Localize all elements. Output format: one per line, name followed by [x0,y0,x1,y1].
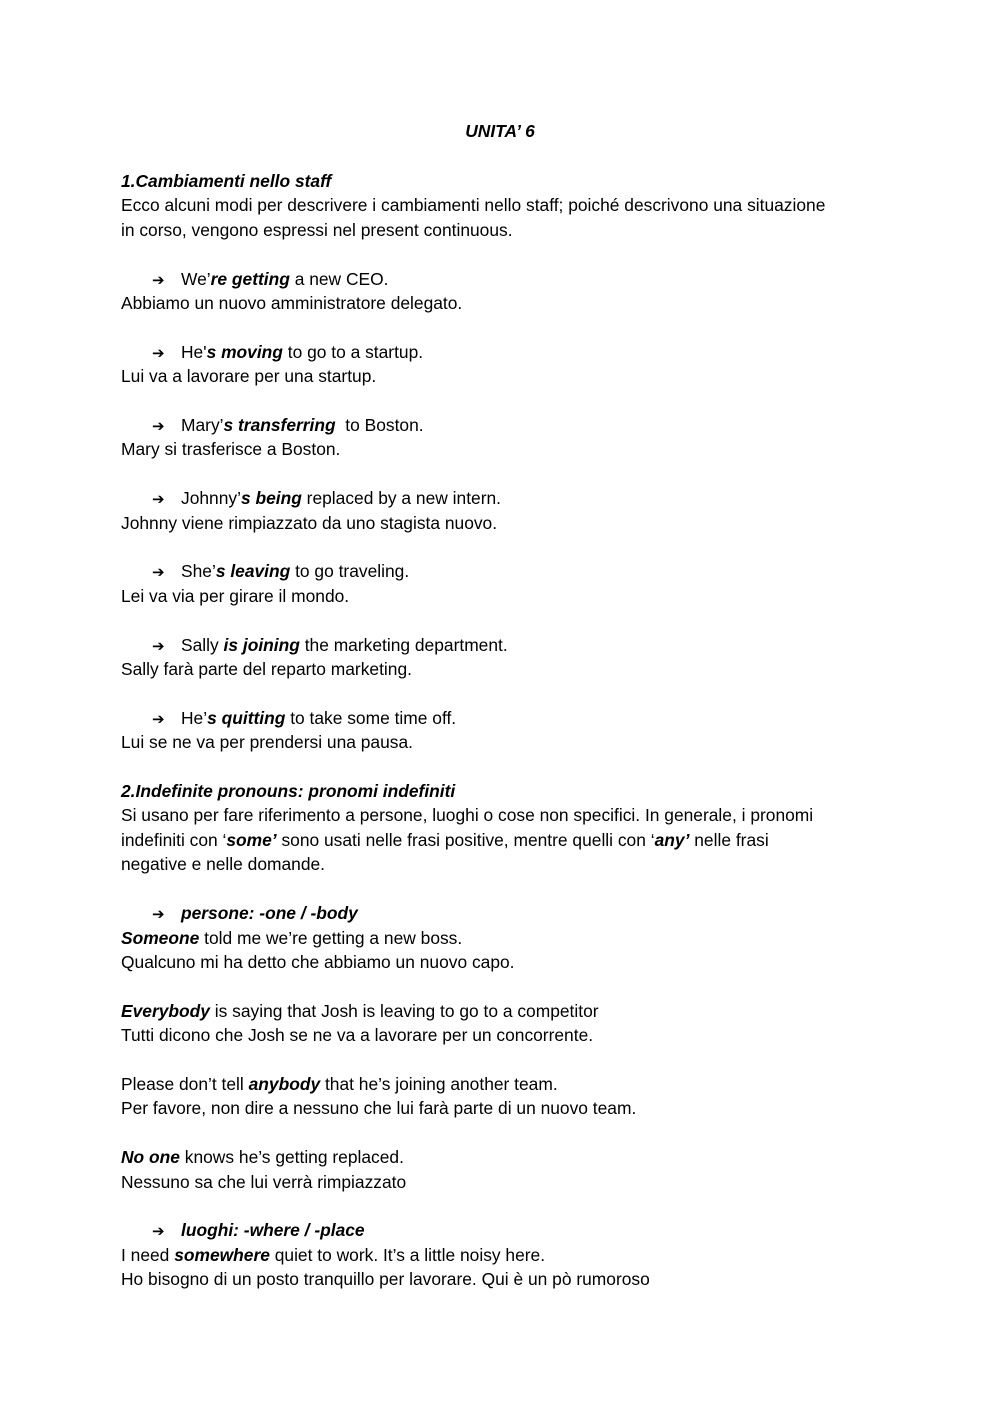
example-translation: Abbiamo un nuovo amministratore delegato. [121,293,463,313]
example-translation: Lei va via per girare il mondo. [121,586,350,606]
example-translation: Ho bisogno di un posto tranquillo per lavorare. Qui è un pò rumoroso [121,1269,650,1289]
section-2-para-line-3: negative e nelle domande. [121,854,326,874]
section-1-intro-line-1: Ecco alcuni modi per descrivere i cambiamenti nello staff; poiché descrivono una situazione [121,195,826,215]
example-sentence: ➔ She’s leaving to go traveling. [152,559,409,584]
arrow-bullet-icon: ➔ [152,710,165,728]
page-title: UNITA’ 6 [465,121,535,141]
example-sentence: I need somewhere quiet to work. It’s a little noisy here. [121,1245,546,1265]
example-translation: Tutti dicono che Josh se ne va a lavorare per un concorrente. [121,1025,594,1045]
section-1-intro-line-2: in corso, vengono espressi nel present continuous. [121,220,513,240]
example-sentence: ➔ Mary’s transferring to Boston. [152,413,424,438]
example-translation: Qualcuno mi ha detto che abbiamo un nuovo capo. [121,952,515,972]
example-sentence: ➔ He's moving to go to a startup. [152,340,423,365]
section-2-para-line-1: Si usano per fare riferimento a persone, luoghi o cose non specifici. In generale, i pronomi [121,805,814,825]
arrow-bullet-icon: ➔ [152,563,165,581]
section-2-heading: 2.Indefinite pronouns: pronomi indefiniti [121,781,456,801]
section-1-heading: 1.Cambiamenti nello staff [121,171,332,191]
arrow-bullet-icon: ➔ [152,637,165,655]
arrow-bullet-icon: ➔ [152,1222,165,1240]
example-translation: Lui se ne va per prendersi una pausa. [121,732,413,752]
example-translation: Per favore, non dire a nessuno che lui farà parte di un nuovo team. [121,1098,637,1118]
example-translation: Nessuno sa che lui verrà rimpiazzato [121,1172,407,1192]
example-sentence: Everybody is saying that Josh is leaving to go to a competitor [121,1001,599,1021]
arrow-bullet-icon: ➔ [152,271,165,289]
arrow-bullet-icon: ➔ [152,490,165,508]
example-translation: Johnny viene rimpiazzato da uno stagista nuovo. [121,513,498,533]
subheading-persone: ➔ persone: -one / -body [152,901,358,926]
example-sentence: ➔ We’re getting a new CEO. [152,267,388,292]
example-translation: Mary si trasferisce a Boston. [121,439,341,459]
example-sentence: Someone told me we’re getting a new boss. [121,928,463,948]
subheading-luoghi: ➔ luoghi: -where / -place [152,1218,365,1243]
example-translation: Sally farà parte del reparto marketing. [121,659,412,679]
arrow-bullet-icon: ➔ [152,905,165,923]
example-sentence: Please don’t tell anybody that he’s joining another team. [121,1074,558,1094]
arrow-bullet-icon: ➔ [152,344,165,362]
example-sentence: ➔ He’s quitting to take some time off. [152,706,456,731]
section-2-para-line-2: indefiniti con ‘some’ sono usati nelle frasi positive, mentre quelli con ‘any’ nelle frasi [121,830,769,850]
arrow-bullet-icon: ➔ [152,417,165,435]
example-sentence: No one knows he’s getting replaced. [121,1147,404,1167]
example-sentence: ➔ Sally is joining the marketing department. [152,633,508,658]
example-sentence: ➔ Johnny’s being replaced by a new intern. [152,486,501,511]
example-translation: Lui va a lavorare per una startup. [121,366,377,386]
